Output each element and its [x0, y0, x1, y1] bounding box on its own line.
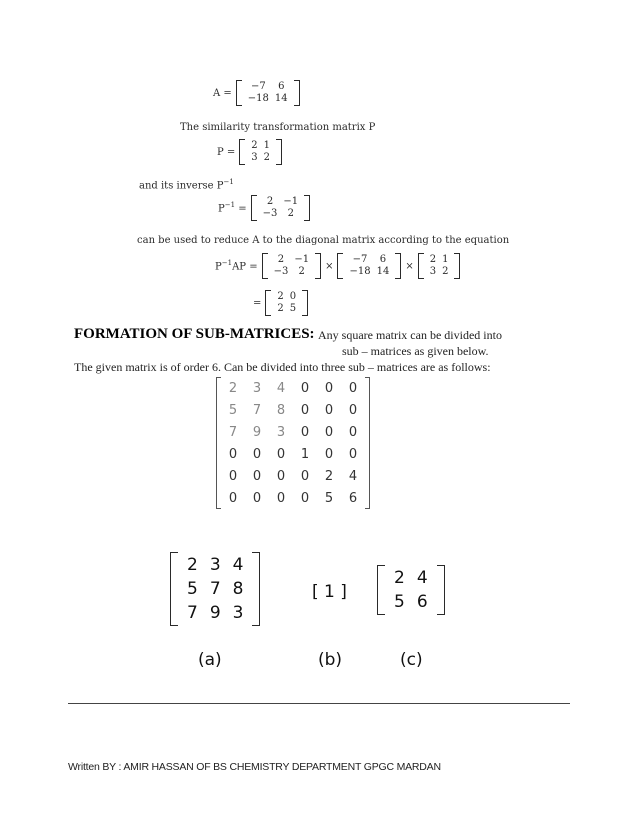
matrix-cell: 5	[289, 303, 297, 314]
matrix-cell: 7	[209, 579, 221, 599]
matrix-cell: −7	[250, 81, 266, 92]
matrix-cell: 0	[228, 446, 238, 462]
matrix-cell: 3	[209, 555, 221, 575]
matrix-cell: 9	[209, 603, 221, 623]
matrix-cell: 0	[348, 402, 358, 418]
matrix-cell: 7	[187, 603, 198, 623]
matrix-cell: 6	[278, 81, 285, 92]
matrix-a-label: A =	[213, 87, 232, 99]
matrix-cell: 2	[251, 140, 258, 151]
matrix-cell: 0	[324, 380, 334, 396]
intro-line-2: sub – matrices as given below.	[342, 344, 489, 358]
matrix-cell: 0	[289, 291, 297, 302]
matrix-cell: −1	[294, 254, 310, 265]
matrix-cell: −18	[247, 93, 269, 104]
matrix-cell: 0	[324, 402, 334, 418]
matrix-cell: 0	[252, 468, 262, 484]
eq-matrix-2	[343, 253, 395, 279]
matrix-cell: −18	[349, 266, 371, 277]
matrix-pinv	[257, 195, 305, 221]
matrix-row	[221, 377, 365, 399]
matrix-cell: 4	[276, 380, 286, 396]
matrix-cell: −7	[352, 254, 368, 265]
matrix-cell: 8	[276, 402, 286, 418]
matrix-cell: 2	[287, 208, 294, 219]
matrix-cell: 6	[416, 592, 428, 612]
submatrix-a-grid	[178, 552, 252, 626]
matrix-cell: 4	[232, 555, 244, 575]
matrix-cell: 2	[277, 254, 285, 265]
caption-b: (b)	[318, 650, 343, 670]
matrix-cell: −1	[283, 196, 299, 207]
section-heading: FORMATION OF SUB-MATRICES:	[74, 326, 315, 342]
matrix-cell: 2	[277, 303, 284, 314]
body-line: The given matrix is of order 6. Can be divided into three sub – matrices are as follows:	[74, 360, 491, 374]
matrix-a	[242, 80, 294, 106]
submatrix-b: [ 1 ]	[312, 582, 347, 602]
caption-a: (a)	[198, 650, 222, 670]
matrix-row	[221, 487, 365, 509]
matrix-p-block	[217, 139, 282, 165]
matrix-cell: 0	[348, 446, 358, 462]
matrix-6x6	[216, 377, 370, 513]
inverse-caption: and its inverse $P^{-1}$	[139, 178, 234, 192]
matrix-cell: 5	[228, 402, 238, 418]
matrix-cell: 5	[324, 490, 334, 506]
divider	[68, 703, 570, 704]
diagonal-equation: $P^{-1}AP$ = 2 −1 −3 2 × −7 6 −18 14 × 2 1 3 2	[215, 253, 460, 279]
matrix-cell: 0	[324, 424, 334, 440]
matrix-cell: 7	[252, 402, 262, 418]
matrix-pinv-block: $P^{-1}$ = 2 −1 −3 2	[218, 195, 310, 221]
matrix-cell: 14	[376, 266, 390, 277]
footer-credit: Written BY : AMIR HASSAN OF BS CHEMISTRY DEPARTMENT GPGC MARDAN	[68, 761, 441, 773]
result-block: = 2 0 2 5	[253, 290, 308, 316]
matrix-cell: −3	[273, 266, 289, 277]
matrix-cell: 3	[232, 603, 244, 623]
matrix-cell: 0	[300, 468, 310, 484]
matrix-cell: 1	[300, 446, 310, 462]
matrix-p-label: P =	[217, 146, 236, 158]
matrix-cell: 0	[252, 446, 262, 462]
matrix-cell: 6	[348, 490, 358, 506]
result-matrix	[271, 290, 302, 316]
matrix-6x6-table	[221, 377, 365, 509]
reduce-caption: can be used to reduce A to the diagonal matrix according to the equation	[137, 235, 510, 246]
matrix-cell: 6	[379, 254, 387, 265]
matrix-cell: 0	[300, 380, 310, 396]
matrix-cell: 2	[394, 568, 405, 588]
matrix-cell: 5	[394, 592, 405, 612]
matrix-cell: 2	[442, 266, 449, 277]
matrix-row	[221, 399, 365, 421]
matrix-row	[221, 443, 365, 465]
eq-matrix-1	[268, 253, 316, 279]
matrix-cell: 0	[348, 380, 358, 396]
matrix-cell: 2	[187, 555, 198, 575]
matrix-cell: 1	[263, 140, 271, 151]
matrix-cell: 0	[276, 468, 286, 484]
matrix-cell: 3	[276, 424, 286, 440]
matrix-cell: 0	[228, 490, 238, 506]
matrix-a-block	[213, 80, 300, 106]
caption-c: (c)	[400, 650, 423, 670]
matrix-cell: 9	[252, 424, 262, 440]
submatrix-a	[170, 552, 260, 631]
matrix-cell: 0	[300, 490, 310, 506]
matrix-cell: 2	[263, 152, 271, 163]
matrix-cell: 2	[429, 254, 437, 265]
intro-line-1: Any square matrix can be divided into	[318, 328, 502, 342]
matrix-row	[221, 465, 365, 487]
matrix-cell: 0	[300, 424, 310, 440]
matrix-cell: 4	[416, 568, 428, 588]
matrix-cell: 2	[298, 266, 305, 277]
matrix-p	[245, 139, 276, 165]
matrix-cell: 0	[252, 490, 262, 506]
matrix-cell: 2	[324, 468, 334, 484]
matrix-cell: 0	[324, 446, 334, 462]
matrix-cell: 0	[300, 402, 310, 418]
matrix-cell: 2	[266, 196, 274, 207]
matrix-cell: 0	[228, 468, 238, 484]
matrix-cell: 5	[187, 579, 198, 599]
matrix-cell: 0	[348, 424, 358, 440]
matrix-cell: −3	[262, 208, 278, 219]
matrix-cell: 0	[276, 446, 286, 462]
matrix-cell: 3	[252, 380, 262, 396]
eq-matrix-3	[424, 253, 455, 279]
submatrix-c-grid	[385, 565, 437, 615]
matrix-cell: 0	[276, 490, 286, 506]
matrix-cell: 3	[429, 266, 437, 277]
matrix-cell: 3	[251, 152, 258, 163]
matrix-cell: 2	[277, 291, 284, 302]
matrix-cell: 2	[228, 380, 238, 396]
matrix-cell: 14	[274, 93, 288, 104]
matrix-cell: 4	[348, 468, 358, 484]
matrix-cell: 7	[228, 424, 238, 440]
matrix-cell: 8	[232, 579, 244, 599]
matrix-row	[221, 421, 365, 443]
matrix-cell: 1	[442, 254, 449, 265]
submatrix-c	[377, 565, 445, 620]
similarity-caption: The similarity transformation matrix P	[180, 122, 376, 133]
